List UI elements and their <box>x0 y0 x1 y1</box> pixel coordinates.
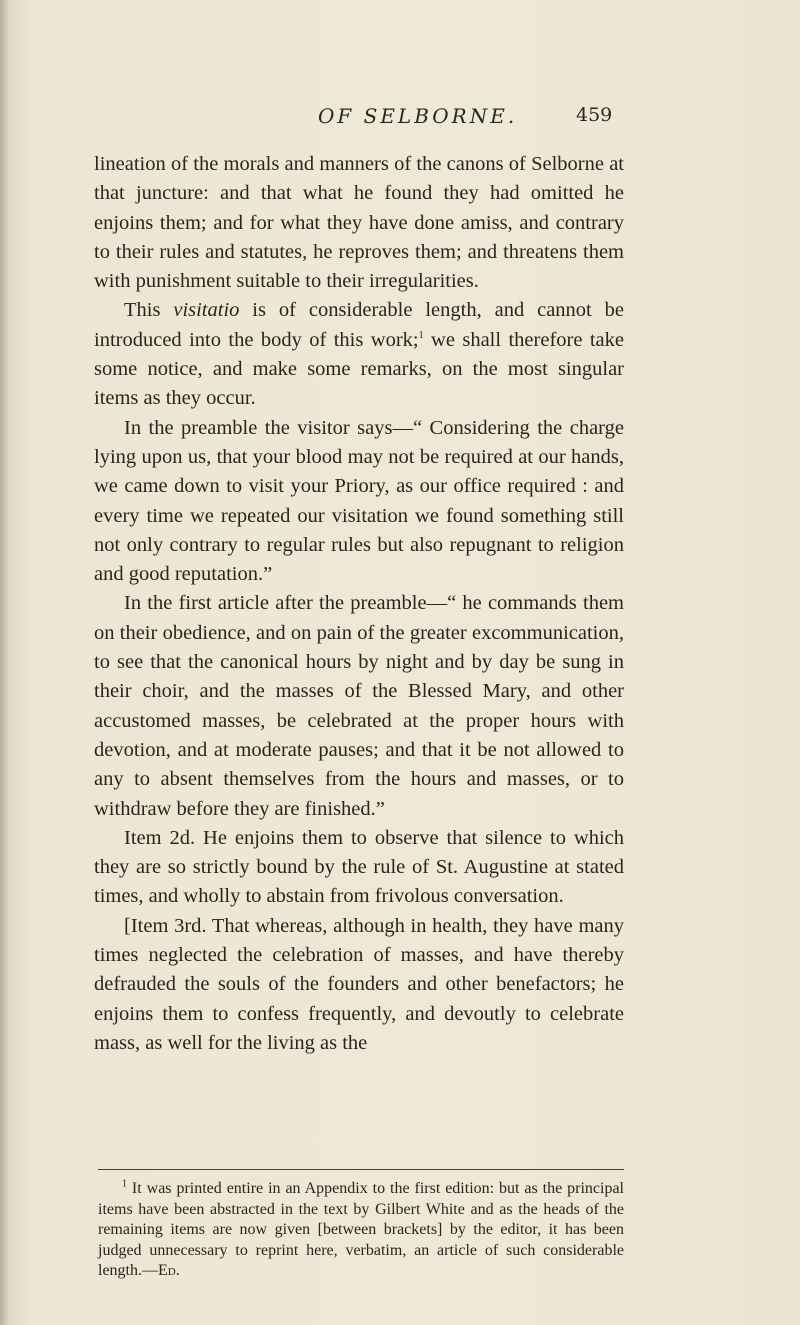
paragraph-2-start: This <box>124 299 174 322</box>
paragraph-4: In the first article after the preamble—“ he commands them on their obedience, and on pain of the greater excommunication, to see that the canonical hours by night and by day be sung in their choir, and the masses of the Blessed Mary, and other accustomed masses, be celebrated at the proper hours with devotion, and at moderate pauses; and that it be not allowed to any to absent themselves from the hours and masses, or to withdraw before they are finished.” <box>94 592 624 820</box>
footnote-reference: 1 <box>418 329 424 341</box>
paragraph-2 <box>94 296 624 413</box>
footnote-rule <box>98 1169 624 1170</box>
running-head: OF SELBORNE. <box>318 104 518 128</box>
main-text <box>94 150 624 1058</box>
footnote-editor-signature: Ed. <box>158 1262 180 1279</box>
visitatio-term: visitatio <box>173 299 240 322</box>
footnote-text: It was printed entire in an Appendix to the first edition: but as the principal items have been abstracted in the text by Gilbert White and as the heads of the remaining items are now given [between brackets] by the editor, it has been judged unnecessary to reprint here, verbatim, an article of such considerable length.— <box>98 1180 624 1279</box>
paragraph-3: In the preamble the visitor says—“ Considering the charge lying upon us, that your blood may not be required at our hands, we came down to visit your Priory, as our office required : and every time we repeated our visitation we found something still not only contrary to regular rules but also repugnant to religion and good reputation.” <box>94 416 624 586</box>
paragraph-2-end: we shall therefore take some notice, and make some remarks, on the most singular items as they occur. <box>94 328 624 410</box>
paragraph-2-middle: is of considerable length, and cannot be introduced into the body of this work; <box>94 299 624 351</box>
footnote <box>98 1179 624 1282</box>
page-gutter-shadow <box>0 0 10 1325</box>
footnote-marker: 1 <box>122 1178 127 1190</box>
page-number: 459 <box>576 104 613 126</box>
page-header <box>0 104 800 134</box>
paragraph-1: lineation of the morals and manners of the canons of Selborne at that juncture: and that what he found they had omitted he enjoins them; and for what they have done amiss, and contrary to their rules and statutes, he reproves them; and threatens them with punishment suitable to their irregularities. <box>94 153 624 293</box>
paragraph-5: Item 2d. He enjoins them to observe that silence to which they are so strictly bound by the rule of St. Augustine at stated times, and wholly to abstain from frivolous conversation. <box>94 826 624 908</box>
paragraph-6: [Item 3rd. That whereas, although in health, they have many times neglected the celebration of masses, and have thereby defrauded the souls of the founders and other benefactors; he enjoins them to confess frequently, and devoutly to celebrate mass, as well for the living as the <box>94 914 624 1054</box>
